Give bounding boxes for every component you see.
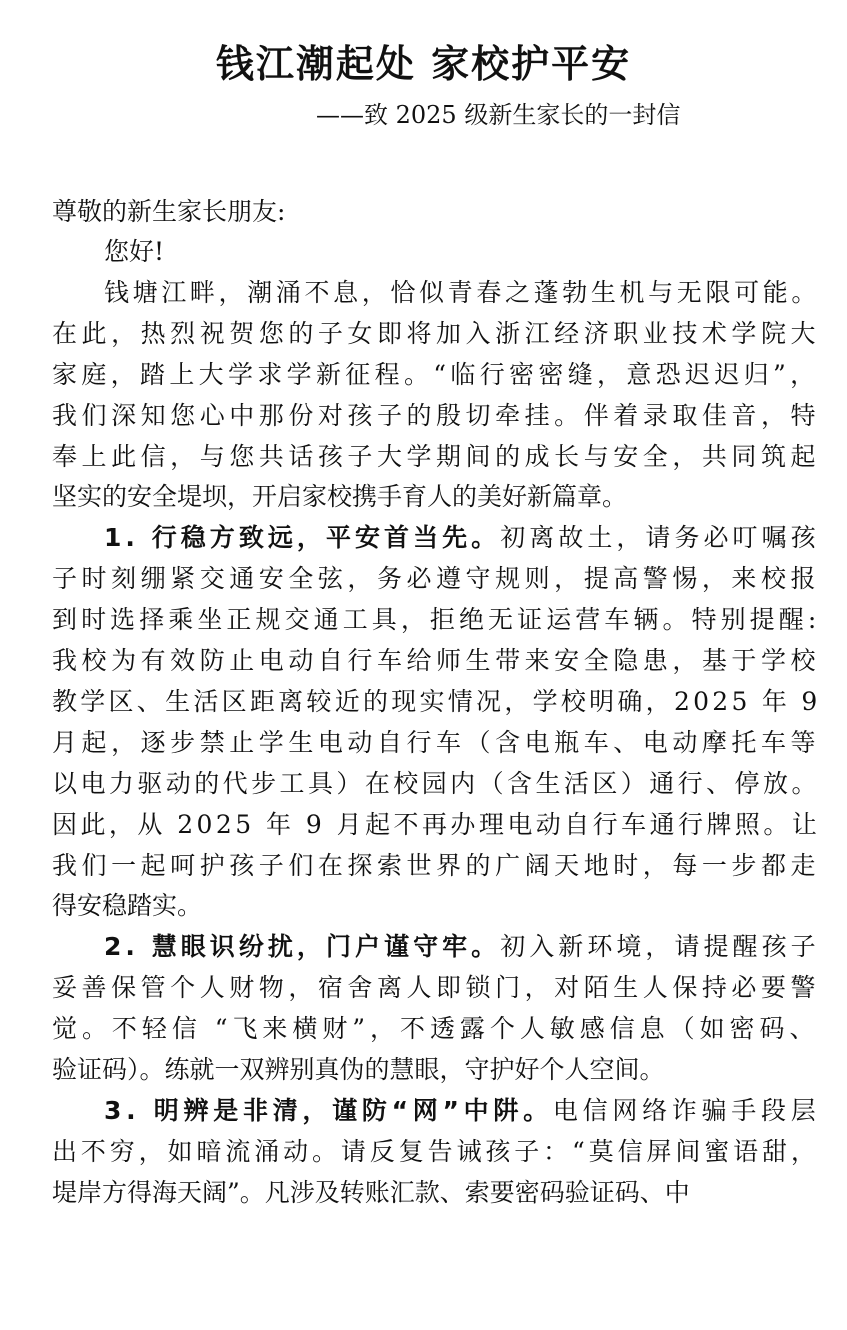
letter-line — [104, 273, 820, 313]
letter-line — [52, 723, 820, 763]
letter-title: 钱江潮起处 家校护平安 — [215, 42, 632, 86]
section-heading: 3. 明辨是非清，谨防“网”中阱。 — [104, 1096, 553, 1125]
line-text: 验证码）。练就一双辨别真伪的慧眼，守护好个人空间。 — [52, 1055, 665, 1084]
line-text: 在此，热烈祝贺您的子女即将加入浙江经济职业技术学院大 — [52, 319, 821, 348]
letter-line — [52, 1050, 665, 1090]
letter-subtitle: ——致 2025 级新生家长的一封信 — [316, 101, 681, 129]
letter-line — [104, 927, 820, 967]
letter-line — [52, 1132, 820, 1172]
section-heading: 2. 慧眼识纷扰，门户谨守牢。 — [104, 932, 501, 961]
line-text: 坚实的安全堤坝，开启家校携手育人的美好新篇章。 — [52, 482, 628, 511]
letter-line — [104, 1091, 820, 1131]
line-text: 月起，逐步禁止学生电动自行车（含电瓶车、电动摩托车等 — [52, 728, 821, 757]
letter-line — [104, 518, 820, 558]
line-text: 堤岸方得海天阔”。凡涉及转账汇款、索要密码验证码、中 — [52, 1178, 690, 1207]
line-text: 到时选择乘坐正规交通工具，拒绝无证运营车辆。特别提醒: — [52, 605, 821, 634]
line-text: 妥善保管个人财物，宿舍离人即锁门，对陌生人保持必要警 — [52, 973, 821, 1002]
letter-line — [52, 846, 820, 886]
section-heading: 1. 行稳方致远，平安首当先。 — [104, 523, 501, 552]
line-text: 家庭，踏上大学求学新征程。“临行密密缝，意恐迟迟归”， — [52, 360, 820, 389]
line-text: 以电力驱动的代步工具）在校园内（含生活区）通行、停放。 — [52, 769, 820, 798]
letter-line — [104, 232, 164, 272]
line-text: 我们深知您心中那份对孩子的殷切牵挂。伴着录取佳音，特 — [52, 401, 821, 430]
line-text: 初入新环境，请提醒孩子 — [500, 932, 820, 961]
line-text: 我们一起呵护孩子们在探索世界的广阔天地时，每一步都走 — [52, 851, 821, 880]
letter-line — [52, 396, 820, 436]
letter-line — [52, 1173, 690, 1213]
letter-line — [52, 600, 820, 640]
letter-line — [52, 886, 202, 926]
line-text: 因此，从 2025 年 9 月起不再办理电动自行车通行牌照。让 — [52, 810, 821, 839]
line-text: 教学区、生活区距离较近的现实情况，学校明确，2025 年 9 — [52, 687, 821, 716]
letter-line — [52, 477, 627, 517]
line-text: 您好! — [104, 237, 165, 266]
line-text: 电信网络诈骗手段层 — [552, 1096, 821, 1125]
letter-line — [52, 764, 820, 804]
letter-line — [52, 682, 821, 722]
letter-line — [52, 559, 820, 599]
letter-line — [52, 1009, 819, 1049]
letter-line — [52, 437, 820, 477]
line-text: 我校为有效防止电动自行车给师生带来安全隐患，基于学校 — [52, 646, 821, 675]
line-text: 出不穷，如暗流涌动。请反复告诫孩子：“莫信屏间蜜语甜， — [52, 1137, 820, 1166]
line-text: 得安稳踏实。 — [52, 891, 203, 920]
letter-line — [52, 355, 819, 395]
line-text: 钱塘江畔，潮涌不息，恰似青春之蓬勃生机与无限可能。 — [104, 278, 821, 307]
letter-line — [52, 314, 820, 354]
line-text: 奉上此信，与您共话孩子大学期间的成长与安全，共同筑起 — [52, 442, 821, 471]
letter-salutation: 尊敬的新生家长朋友: — [52, 197, 286, 226]
line-text: 初离故土，请务必叮嘱孩 — [500, 523, 820, 552]
line-text: 觉。不轻信 “飞来横财”，不透露个人敏感信息（如密码、 — [52, 1014, 820, 1043]
letter-line — [52, 968, 820, 1008]
letter-line — [52, 641, 820, 681]
line-text: 子时刻绷紧交通安全弦，务必遵守规则，提高警惕，来校报 — [52, 564, 821, 593]
letter-line — [52, 805, 820, 845]
